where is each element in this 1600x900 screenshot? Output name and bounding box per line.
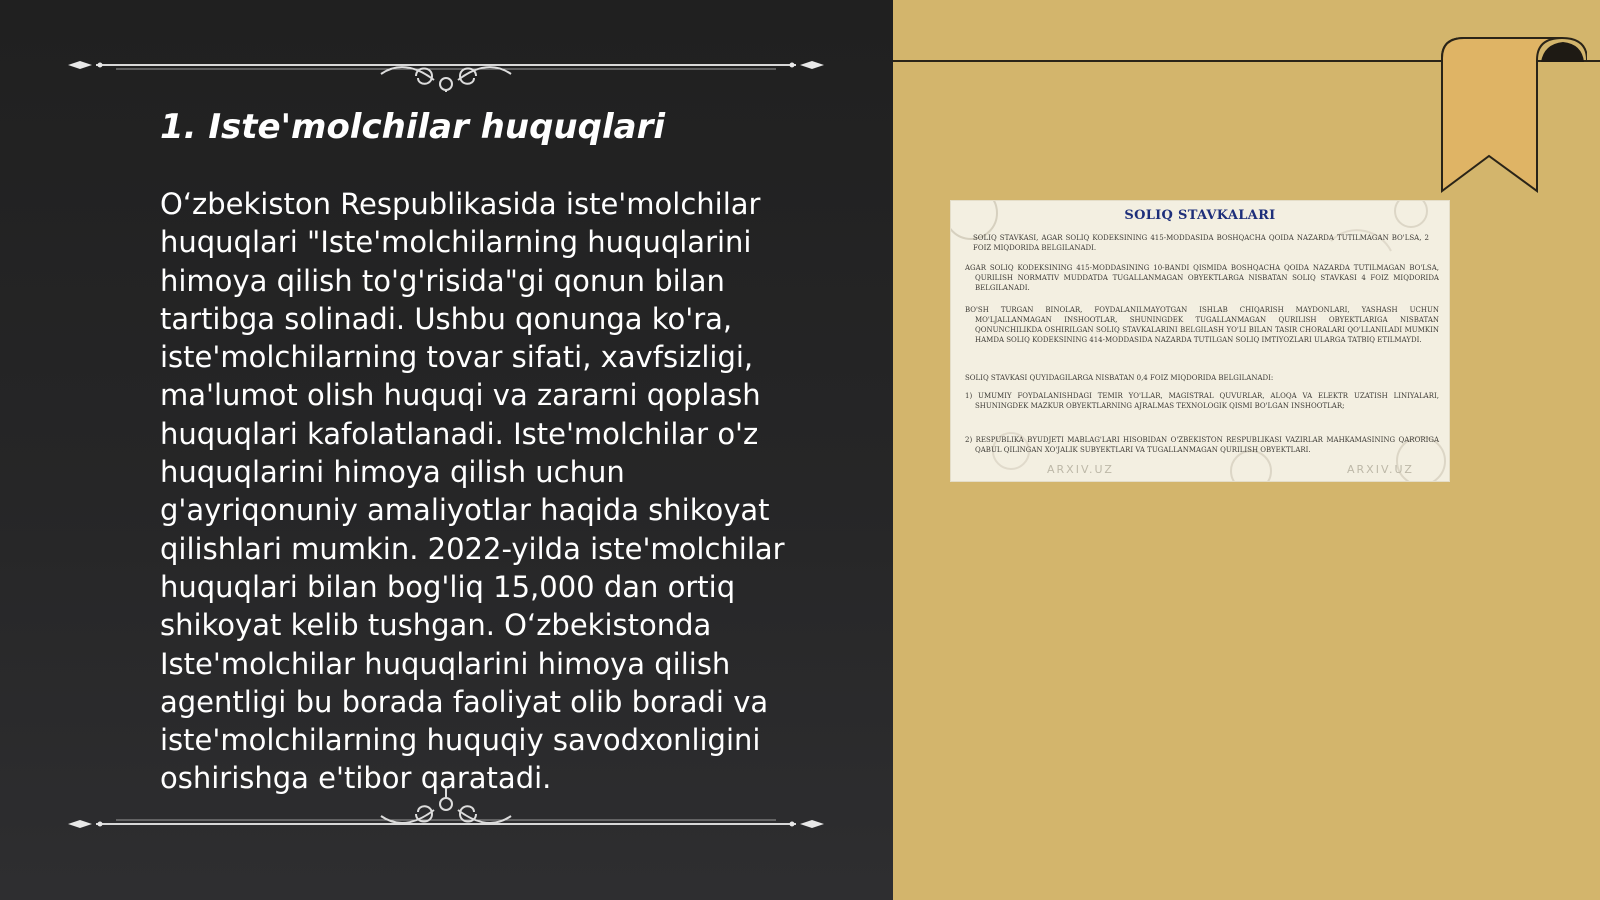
document-watermark: ARXIV.UZ (1347, 463, 1414, 476)
bookmark-ribbon-icon (1422, 36, 1587, 196)
tax-rates-document-image (950, 200, 1450, 482)
document-watermark: ARXIV.UZ (1047, 463, 1114, 476)
document-paragraph: SOLIQ STAVKASI, AGAR SOLIQ KODEKSINING 415-MODDASIDA BOSHQACHA QOIDA NAZARDA TUTILMAGAN BO'LSA, 2 FOIZ MIQDORIDA BELGILANADI. (973, 234, 1429, 252)
bottom-ornament-divider (66, 784, 826, 834)
document-bullet: AGAR SOLIQ KODEKSINING 415-MODDASINING 10-BANDI QISMIDA BOSHQACHA QOIDA NAZARDA TUTILMAGAN BO'LSA, QURILISH NORMATIV MUDDATDA TUGALLANMAGAN OBYEKTLARGA NISBATAN SOLIQ STAVKASI 4 FOIZ MIQDORIDA BELGILANADI. (965, 264, 1439, 292)
document-title: SOLIQ STAVKALARI (1124, 208, 1276, 223)
document-bullet: 1) UMUMIY FOYDALANISHDAGI TEMIR YO'LLAR, MAGISTRAL QUVURLAR, ALOQA VA ELEKTR UZATISH LINIYALARI, SHUNINGDEK MAZKUR OBYEKTLARNING AJRALMAS TEXNOLOGIK QISMI BO'LGAN INSHOOTLAR; (965, 392, 1439, 410)
document-bullet: BO'SH TURGAN BINOLAR, FOYDALANILMAYOTGAN ISHLAB CHIQARISH MAYDONLARI, YASHASH UCHUN MO'LJALLANMAGAN INSHOOTLAR, SHUNINGDEK TUGALLANMAGAN QURILISH OBYEKTLARIGA NISBATAN QONUNCHILIKDA OSHIRILGAN SOLIQ STAVKALARINI BELGILASH YO'LI BILAN TASIR CHORALARI QO'LLANILADI MUMKIN HAMDA SOLIQ KODEKSINING 414-MODDASIDA NAZARDA TUTILGAN SOLIQ IMTIYOZLARI ULARGA TATBIQ ETILMAYDI. (965, 306, 1439, 344)
document-bullet: 2) RESPUBLIKA BYUDJETI MABLAG'LARI HISOBIDAN O'ZBEKISTON RESPUBLIKASI VAZIRLAR MAHKAMASINING QARORIGA QABUL QILINGAN XO'JALIK SUBYEKTLARI VA TUGALLANMAGAN QURILISH OBYEKTLARI. (965, 436, 1439, 454)
document-bullet: SOLIQ STAVKASI QUYIDAGILARGA NISBATAN 0,4 FOIZ MIQDORIDA BELGILANADI: (965, 374, 1274, 382)
top-ornament-divider (66, 42, 826, 92)
slide-body-text: O‘zbekiston Respublikasida iste'molchilar huquqlari "Iste'molchilarning huquqlarini himoya qilish to'g'risida"gi qonun bilan tartibga solinadi. Ushbu qonunga ko'ra, iste'molchilarning tovar sifati, xavfsizligi, ma'lumot olish huquqi va zararni qoplash huquqlari kafolatlanadi. Iste'molchilar o'z huquqlarini himoya qilish uchun g'ayriqonuniy amaliyotlar haqida shikoyat qilishlari mumkin. 2022-yilda iste'molchilar huquqlari bilan bog'liq 15,000 dan ortiq shikoyat kelib tushgan. O‘zbekistonda Iste'molchilar huquqlarini himoya qilish agentligi bu borada faoliyat olib boradi va iste'molchilarning huquqiy savodxonligini oshirishga e'tibor qaratadi. (160, 187, 785, 796)
slide-title: 1. Iste'molchilar huquqlari (160, 107, 665, 147)
